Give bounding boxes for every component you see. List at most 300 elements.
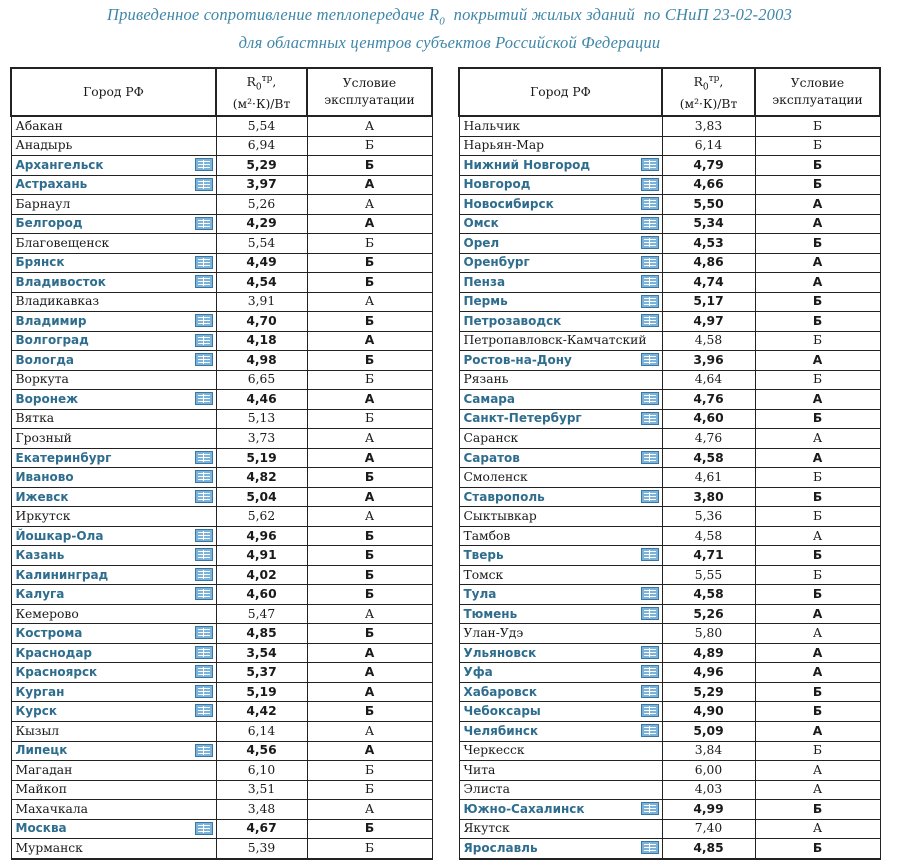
map-icon[interactable] [641, 587, 659, 600]
document-title [0, 4, 899, 54]
table-row [11, 702, 432, 722]
table-row [459, 800, 880, 820]
map-icon[interactable] [195, 353, 213, 366]
table-row [11, 253, 432, 273]
city-label: Ярославль [463, 840, 538, 855]
condition-value: А [755, 351, 880, 371]
city-label: Владивосток [15, 274, 106, 289]
header-condition-line2: эксплуатации [772, 93, 863, 107]
city-label: Тюмень [463, 606, 518, 621]
table-row [459, 819, 880, 839]
resistance-value: 4,76 [662, 429, 755, 449]
header-condition-line2: эксплуатации [324, 93, 415, 107]
city-name [459, 195, 662, 215]
city-name [459, 624, 662, 644]
condition-value: Б [755, 136, 880, 156]
condition-value: А [307, 721, 432, 741]
condition-value: А [307, 643, 432, 663]
condition-value: А [307, 116, 432, 136]
city-label: Анадырь [15, 138, 73, 153]
resistance-value: 4,58 [662, 526, 755, 546]
map-icon[interactable] [195, 587, 213, 600]
map-icon[interactable] [195, 256, 213, 269]
header-r-comma: , [719, 74, 724, 89]
city-name [459, 351, 662, 371]
city-label: Чита [463, 762, 496, 777]
table-row [459, 116, 880, 136]
condition-value: Б [755, 800, 880, 820]
city-name [11, 643, 216, 663]
resistance-value: 3,48 [216, 800, 307, 820]
table-row [459, 702, 880, 722]
resistance-value: 5,19 [216, 448, 307, 468]
condition-value: Б [755, 175, 880, 195]
condition-value: Б [755, 507, 880, 527]
city-name [11, 390, 216, 410]
header-resistance [216, 68, 307, 116]
table-row [11, 331, 432, 351]
table-row [459, 136, 880, 156]
title-subscript: 0 [439, 15, 445, 28]
condition-value: А [307, 429, 432, 449]
table-left-body [11, 116, 432, 859]
condition-value: А [307, 195, 432, 215]
condition-value: Б [307, 839, 432, 859]
map-icon[interactable] [641, 353, 659, 366]
city-label: Иркутск [15, 509, 71, 524]
city-name [459, 507, 662, 527]
table-row [459, 585, 880, 605]
condition-value: А [755, 448, 880, 468]
header-condition-line1: Условие [790, 76, 845, 90]
resistance-value: 5,19 [216, 682, 307, 702]
city-label: Новгород [463, 177, 531, 192]
table-left [10, 67, 433, 860]
map-icon[interactable] [195, 568, 213, 581]
header-units: (м²·К)/Вт [232, 97, 291, 112]
map-icon[interactable] [641, 548, 659, 561]
condition-value: А [755, 604, 880, 624]
table-row [459, 448, 880, 468]
city-name [11, 156, 216, 176]
city-label: Курск [15, 704, 57, 719]
city-label: Кострома [15, 626, 83, 641]
condition-value: Б [307, 273, 432, 293]
map-icon[interactable] [641, 275, 659, 288]
resistance-value: 4,67 [216, 819, 307, 839]
resistance-value: 3,54 [216, 643, 307, 663]
resistance-value: 4,54 [216, 273, 307, 293]
condition-value: А [755, 761, 880, 781]
city-label: Воркута [15, 372, 69, 387]
map-icon[interactable] [195, 158, 213, 171]
resistance-value: 4,70 [216, 312, 307, 332]
resistance-value: 5,29 [662, 682, 755, 702]
city-label: Рязань [463, 372, 509, 387]
condition-value: Б [307, 624, 432, 644]
condition-value: Б [755, 741, 880, 761]
map-icon[interactable] [195, 646, 213, 659]
table-row [459, 565, 880, 585]
city-label: Владикавказ [15, 294, 100, 309]
map-icon[interactable] [195, 685, 213, 698]
header-city: Город РФ [459, 68, 662, 116]
table-row [11, 624, 432, 644]
resistance-value: 5,09 [662, 721, 755, 741]
map-icon[interactable] [641, 451, 659, 464]
resistance-value: 4,58 [662, 585, 755, 605]
header-r-superscript: тр [261, 73, 273, 84]
map-icon[interactable] [195, 529, 213, 542]
header-row [459, 68, 880, 116]
map-icon[interactable] [641, 178, 659, 191]
city-label: Москва [15, 821, 67, 836]
title-text-post: покрытий жилых зданий по СНиП 23-02-2003 [445, 5, 793, 24]
city-name [459, 448, 662, 468]
resistance-value: 5,37 [216, 663, 307, 683]
city-name [11, 507, 216, 527]
table-row [11, 136, 432, 156]
map-icon[interactable] [641, 295, 659, 308]
resistance-value: 4,79 [662, 156, 755, 176]
map-icon[interactable] [195, 470, 213, 483]
map-icon[interactable] [641, 841, 659, 854]
table-row [11, 116, 432, 136]
map-icon[interactable] [195, 178, 213, 191]
city-name [11, 702, 216, 722]
table-row [11, 214, 432, 234]
table-right-body [459, 116, 880, 859]
resistance-value: 5,26 [216, 195, 307, 215]
map-icon[interactable] [641, 412, 659, 425]
table-row [11, 800, 432, 820]
resistance-value: 7,40 [662, 819, 755, 839]
condition-value: Б [755, 468, 880, 488]
resistance-value: 5,47 [216, 604, 307, 624]
resistance-value: 3,84 [662, 741, 755, 761]
resistance-value: 5,29 [216, 156, 307, 176]
table-row [11, 487, 432, 507]
resistance-value: 4,96 [216, 526, 307, 546]
city-label: Сыктывкар [463, 509, 537, 524]
condition-value: Б [755, 682, 880, 702]
table-row [11, 604, 432, 624]
city-label: Ставрополь [463, 489, 545, 504]
city-label: Ижевск [15, 489, 69, 504]
table-row [459, 331, 880, 351]
table-row [11, 585, 432, 605]
condition-value: А [755, 214, 880, 234]
map-icon[interactable] [195, 626, 213, 639]
table-row [459, 292, 880, 312]
resistance-value: 5,80 [662, 624, 755, 644]
table-row [11, 234, 432, 254]
map-icon[interactable] [641, 724, 659, 737]
city-name [459, 780, 662, 800]
resistance-value: 3,91 [216, 292, 307, 312]
city-name [459, 273, 662, 293]
city-label: Пермь [463, 294, 508, 309]
header-units: (м²·К)/Вт [679, 97, 738, 112]
resistance-value: 4,76 [662, 390, 755, 410]
city-label: Элиста [463, 782, 510, 797]
city-label: Нарьян-Мар [463, 138, 545, 153]
city-name [11, 468, 216, 488]
city-label: Майкоп [15, 782, 67, 797]
city-label: Тверь [463, 548, 504, 563]
condition-value: Б [755, 546, 880, 566]
map-icon[interactable] [195, 392, 213, 405]
map-icon[interactable] [641, 665, 659, 678]
table-row [11, 565, 432, 585]
city-label: Абакан [15, 118, 63, 133]
condition-value: Б [307, 546, 432, 566]
resistance-value: 4,02 [216, 565, 307, 585]
map-icon[interactable] [641, 217, 659, 230]
table-row [459, 487, 880, 507]
map-icon[interactable] [195, 275, 213, 288]
condition-value: А [755, 526, 880, 546]
city-name [459, 546, 662, 566]
condition-value: А [307, 331, 432, 351]
city-label: Вятка [15, 411, 55, 426]
city-label: Смоленск [463, 470, 528, 485]
title-line-1 [0, 4, 899, 32]
resistance-value: 4,86 [662, 253, 755, 273]
condition-value: А [307, 741, 432, 761]
map-icon[interactable] [195, 217, 213, 230]
city-name [11, 292, 216, 312]
city-label: Кемерово [15, 606, 79, 621]
resistance-value: 5,26 [662, 604, 755, 624]
city-label: Курган [15, 684, 65, 699]
resistance-value: 4,66 [662, 175, 755, 195]
header-condition [755, 68, 880, 116]
resistance-value: 5,54 [216, 116, 307, 136]
city-name [11, 234, 216, 254]
resistance-value: 4,97 [662, 312, 755, 332]
map-icon[interactable] [641, 802, 659, 815]
title-text-pre: Приведенное сопротивление теплопередаче R [106, 5, 440, 24]
city-label: Воронеж [15, 391, 79, 406]
map-icon[interactable] [195, 548, 213, 561]
table-row [11, 390, 432, 410]
map-icon[interactable] [195, 451, 213, 464]
condition-value: Б [307, 526, 432, 546]
map-icon[interactable] [195, 665, 213, 678]
city-name [459, 331, 662, 351]
city-name [11, 253, 216, 273]
resistance-value: 5,13 [216, 409, 307, 429]
table-row [459, 273, 880, 293]
city-name [459, 800, 662, 820]
city-label: Кызыл [15, 723, 60, 738]
city-name [11, 331, 216, 351]
city-label: Вологда [15, 352, 74, 367]
table-row [459, 682, 880, 702]
city-name [11, 780, 216, 800]
resistance-value: 4,89 [662, 643, 755, 663]
city-label: Хабаровск [463, 684, 538, 699]
title-line-2: для областных центров субъектов Российской Федерации [238, 33, 661, 53]
table-row [11, 507, 432, 527]
city-label: Новосибирск [463, 196, 554, 211]
map-icon[interactable] [641, 314, 659, 327]
city-label: Улан-Удэ [463, 626, 524, 641]
condition-value: А [755, 643, 880, 663]
header-resistance [662, 68, 755, 116]
map-icon[interactable] [195, 822, 213, 835]
condition-value: А [755, 663, 880, 683]
table-row [11, 312, 432, 332]
condition-value: А [755, 390, 880, 410]
city-name [11, 136, 216, 156]
resistance-value: 4,60 [216, 585, 307, 605]
city-label: Черкесск [463, 743, 525, 758]
table-row [459, 624, 880, 644]
map-icon[interactable] [641, 197, 659, 210]
city-name [459, 292, 662, 312]
table-row [459, 643, 880, 663]
resistance-value: 4,53 [662, 234, 755, 254]
city-label: Нальчик [463, 118, 521, 133]
map-icon[interactable] [641, 646, 659, 659]
map-icon[interactable] [195, 334, 213, 347]
table-row [459, 214, 880, 234]
map-icon[interactable] [641, 236, 659, 249]
map-icon[interactable] [641, 685, 659, 698]
condition-value: Б [307, 780, 432, 800]
city-label: Омск [463, 216, 499, 231]
table-row [11, 741, 432, 761]
condition-value: Б [307, 819, 432, 839]
city-name [459, 312, 662, 332]
city-label: Екатеринбург [15, 450, 112, 465]
city-label: Уфа [463, 665, 493, 680]
resistance-value: 5,55 [662, 565, 755, 585]
map-icon[interactable] [195, 490, 213, 503]
table-row [11, 175, 432, 195]
condition-value: А [307, 390, 432, 410]
table-row [459, 761, 880, 781]
table-row [459, 175, 880, 195]
resistance-value: 3,73 [216, 429, 307, 449]
table-row [459, 312, 880, 332]
city-label: Нижний Новгород [463, 157, 591, 172]
city-name [11, 546, 216, 566]
city-label: Калуга [15, 587, 65, 602]
resistance-value: 4,98 [216, 351, 307, 371]
map-icon[interactable] [641, 256, 659, 269]
table-row [11, 546, 432, 566]
city-name [459, 819, 662, 839]
city-label: Белгород [15, 216, 83, 231]
resistance-value: 4,03 [662, 780, 755, 800]
condition-value: Б [307, 253, 432, 273]
city-label: Волгоград [15, 333, 89, 348]
map-icon[interactable] [195, 704, 213, 717]
condition-value: А [755, 195, 880, 215]
condition-value: А [307, 448, 432, 468]
header-condition [307, 68, 432, 116]
table-row [11, 839, 432, 859]
city-name [459, 682, 662, 702]
map-icon[interactable] [195, 744, 213, 757]
resistance-value: 5,04 [216, 487, 307, 507]
city-name [11, 370, 216, 390]
city-name [459, 702, 662, 722]
resistance-value: 6,14 [662, 136, 755, 156]
map-icon[interactable] [641, 158, 659, 171]
table-row [459, 604, 880, 624]
city-name [459, 156, 662, 176]
city-label: Петрозаводск [463, 313, 562, 328]
resistance-value: 4,82 [216, 468, 307, 488]
city-label: Владимир [15, 313, 87, 328]
city-name [459, 585, 662, 605]
map-icon[interactable] [195, 314, 213, 327]
city-name [459, 409, 662, 429]
city-label: Южно-Сахалинск [463, 801, 585, 816]
map-icon[interactable] [641, 704, 659, 717]
city-label: Пенза [463, 274, 506, 289]
city-label: Благовещенск [15, 235, 110, 250]
resistance-value: 4,99 [662, 800, 755, 820]
header-city: Город РФ [11, 68, 216, 116]
resistance-value: 4,71 [662, 546, 755, 566]
city-name [459, 234, 662, 254]
table-row [11, 370, 432, 390]
city-label: Саранск [463, 431, 519, 445]
city-label: Ростов-на-Дону [463, 352, 572, 367]
city-name [459, 370, 662, 390]
city-label: Йошкар-Ола [15, 528, 104, 543]
city-label: Калининград [15, 567, 109, 582]
city-name [459, 175, 662, 195]
condition-value: Б [755, 292, 880, 312]
header-r-subscript: 0 [255, 82, 262, 93]
table-row [459, 253, 880, 273]
city-name [459, 253, 662, 273]
table-row [11, 409, 432, 429]
resistance-value: 4,58 [662, 448, 755, 468]
city-name [459, 468, 662, 488]
condition-value: Б [307, 565, 432, 585]
city-label: Ульяновск [463, 645, 537, 660]
table-right [458, 67, 881, 860]
city-name [11, 409, 216, 429]
condition-value: А [307, 800, 432, 820]
city-label: Орел [463, 235, 500, 250]
city-label: Грозный [15, 431, 72, 445]
resistance-value: 4,85 [662, 839, 755, 859]
city-label: Казань [15, 548, 65, 563]
city-name [459, 390, 662, 410]
map-icon[interactable] [641, 392, 659, 405]
city-label: Якутск [463, 821, 510, 836]
city-label: Чебоксары [463, 704, 541, 719]
condition-value: А [755, 253, 880, 273]
resistance-value: 4,90 [662, 702, 755, 722]
city-name [11, 195, 216, 215]
city-label: Барнаул [15, 196, 71, 211]
city-label: Оренбург [463, 255, 530, 270]
condition-value: Б [755, 312, 880, 332]
map-icon[interactable] [641, 490, 659, 503]
condition-value: Б [755, 702, 880, 722]
table-row [11, 721, 432, 741]
map-icon[interactable] [641, 607, 659, 620]
